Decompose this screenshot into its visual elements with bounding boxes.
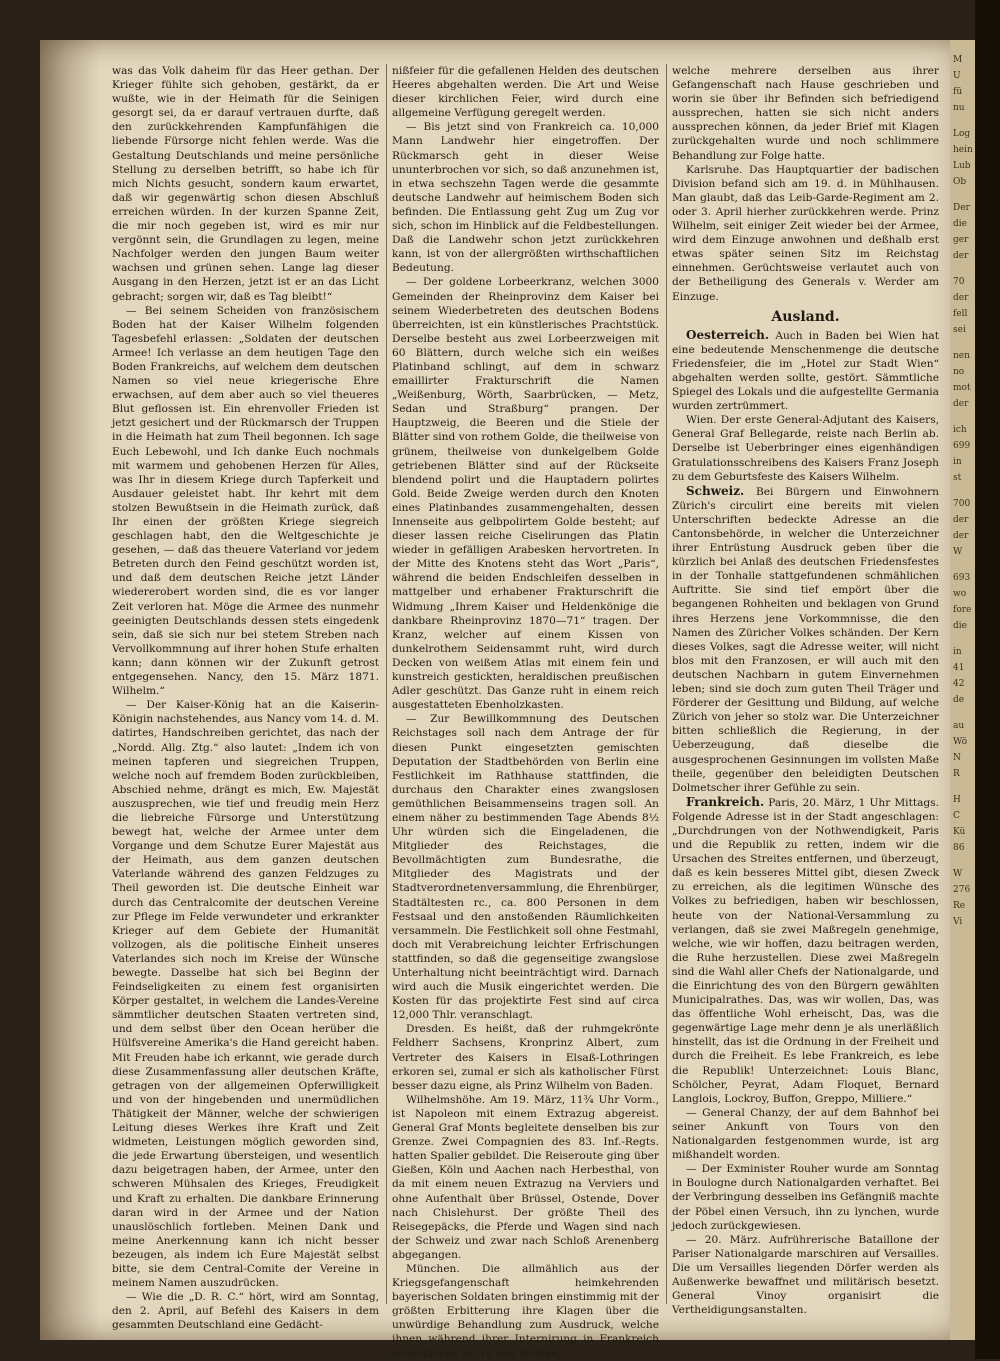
edge-fragment: W xyxy=(953,869,963,879)
edge-fragment: 700 xyxy=(953,499,971,509)
edge-fragment: M xyxy=(953,55,963,65)
column-1 xyxy=(112,64,379,1332)
edge-fragment: 276 xyxy=(953,885,971,895)
edge-fragment: R xyxy=(953,769,960,779)
book-spine-shadow xyxy=(975,0,1000,1359)
edge-fragment: wo xyxy=(953,589,967,599)
edge-fragment: in xyxy=(953,647,962,657)
edge-fragment: der xyxy=(953,515,969,525)
edge-fragment: Wö xyxy=(953,737,968,747)
edge-fragment: der xyxy=(953,293,969,303)
edge-fragment: der xyxy=(953,399,969,409)
edge-fragment: U xyxy=(953,71,961,81)
next-page-fragments xyxy=(950,54,975,928)
section-heading-ausland: Ausland. xyxy=(771,308,840,325)
newspaper-page xyxy=(40,40,975,1360)
edge-fragment: 86 xyxy=(953,843,965,853)
col2-paragraph-6: Wilhelmshöhe. Am 19. März, 11¾ Uhr Vorm., ist Napoleon mit einem Extrazug abgereist. General Graf Monts begleitete denselben bis zur Grenze. Zwei Compagnien des 83. Inf.-Regts. hatten Spalier gebildet. Die Reiseroute ging über Gießen, Köln und Aachen nach Herbesthal, von da mit einem neuen Extrazug na Verviers und ohne Aufenthalt über Brüssel, Ostende, Dover nach Chislehurst. Der größte Theil des Reisegepäcks, die Pferde und Wagen sind nach der Schweiz und zwar nach Schloß Arenenberg abgegangen. xyxy=(392,1093,659,1261)
edge-fragment: nu xyxy=(953,103,965,113)
edge-fragment: C xyxy=(953,811,960,821)
edge-fragment: ger xyxy=(953,235,969,245)
edge-fragment: 42 xyxy=(953,679,965,689)
edge-fragment: hein xyxy=(953,145,973,155)
edge-fragment: fell xyxy=(953,309,968,319)
col3-paragraph-5-text: Bei Bürgern und Einwohnern Zürich's circulirt eine bereits mit vielen Unterschriften bedeckte Adresse an die Cantonsbehörde, in welcher die Unterzeichner ihrer Entrüstung Ausdruck geben über die kürzlich bei Anlaß des deutschen Friedensfestes in der Tonhalle stattgefundenen schmählichen Auftritte. Sie sind tief empört über die begangenen Rohheiten und beklagen von Grund ihres Herzens jene Vorkommnisse, die den Namen des Züricher Volkes schänden. Der Kern dieses Volkes, sagt die Adresse weiter, will nicht blos mit den Franzosen, er will auch mit den deutschen Nachbarn in gutem Einvernehmen leben; sind sie doch zum guten Theil Träger und Förderer der Gesittung und Bildung, auf welche Zürich von jeher so stolz war. Die Unterzeichner bitten schließlich die Regierung, in der Ueberzeugung, daß dieselbe die ausgesprochenen Gesinnungen im vollsten Maße theile, gegenüber den beleidigten Deutschen Dolmetscher ihrer Gefühle zu sein. xyxy=(672,485,939,794)
edge-fragment: ich xyxy=(953,425,967,435)
col2-paragraph-1: nißfeier für die gefallenen Helden des deutschen Heeres abgehalten werden. Die Art und Weise dieser kirchlichen Feier, wird durch eine allgemeine Verfügung geregelt werden. xyxy=(392,65,659,120)
edge-fragment: Vi xyxy=(953,917,963,927)
next-page-edge xyxy=(950,40,975,1340)
edge-fragment: nen xyxy=(953,351,970,361)
col3-paragraph-5 xyxy=(672,484,939,795)
edge-fragment: 70 xyxy=(953,277,965,287)
edge-fragment: die xyxy=(953,219,967,229)
column-divider-1 xyxy=(386,64,387,1304)
edge-fragment: H xyxy=(953,795,961,805)
column-2 xyxy=(392,64,659,1360)
edge-fragment: der xyxy=(953,251,969,261)
col1-paragraph-1: was das Volk daheim für das Heer gethan. Der Krieger fühlte sich gehoben, gestärkt, da er wußte, wie in der Heimath für die Seinigen gesorgt sei, da er darauf vertrauen durfte, daß den zurückkehrenden Kampfunfähigen die liebende Fürsorge nicht fehlen werde. Was die Gestaltung Deutschlands und meine persönliche Stellung zu derselben betrifft, so habe ich für mich Nichts gesucht, sondern kaum erwartet, daß wir gegenwärtig schon diesen Abschluß erreichen würden. In der kurzen Spanne Zeit, die mir noch gegeben ist, wird es mir nur vergönnt sein, die Grundlagen zu legen, meine Nachfolger werden den jungen Baum weiter wachsen und grünen sehen. Lange lag dieser Ausgang in den Herzen, jetzt ist er an das Licht gebracht; sorgen wir, daß es Tag bleibt!“ xyxy=(112,65,379,303)
column-divider-2 xyxy=(666,64,667,1304)
edge-fragment: st xyxy=(953,473,962,483)
col1-paragraph-3: — Der Kaiser-König hat an die Kaiserin-Königin nachstehendes, aus Nancy vom 14. d. M. datirtes, Handschreiben gerichtet, das nach der „Nordd. Allg. Ztg.“ also lautet: „Indem ich von meinen tapferen und siegreichen Truppen, welche noch auf fremdem Boden zurückbleiben, Abschied nehme, drängt es mich, Ew. Majestät auszusprechen, wie tief und freudig mein Herz die liebreiche Fürsorge und Unterstützung bewegt hat, welche der Armee unter dem Vorgange und dem Schutze Eurer Majestät aus der Heimath, aus dem ganzen deutschen Vaterlande während des ganzen Feldzuges zu Theil geworden ist. Die deutsche Einheit war durch das Centralcomite der deutschen Vereine zur Pflege im Felde verwundeter und erkrankter Krieger auf dem Gebiete der Humanität vollzogen, als die politische Einheit unseres Vaterlandes sich noch im Kreise der Wünsche bewegte. Dasselbe hat sich bei Beginn der Feindseligkeiten zu einem fest organisirten Körper gestaltet, in welchem die Landes-Vereine sämmtlicher deutschen Staaten vertreten sind, und dem selbst über den Ocean herüber die Hülfsvereine Amerika's die Hand gereicht haben. Mit Freuden habe ich erkannt, wie gerade durch diese Zusammenfassung aller deutschen Kräfte, getragen von der allgemeinen Opferwilligkeit und von der hingebenden und unermüdlichen Thätigkeit der Männer, welche der schwierigen Leitung dieses Werkes ihre Kraft und Zeit widmeten, Leistungen möglich geworden sind, die jede Erwartung übersteigen, und wesentlich dazu beigetragen haben, der Armee, unter den schweren Mühsalen des Krieges, Freudigkeit und Kraft zu erhalten. Die dankbare Erinnerung daran wird in der Armee und der Nation unauslöschlich fortleben. Meinen Dank und meine Anerkennung kann ich nicht besser bezeugen, als indem ich Eure Majestät selbst bitte, sie dem Central-Comite der Vereine in meinem Namen auszudrücken. xyxy=(112,699,379,1290)
col2-paragraph-4: — Zur Bewillkommnung des Deutschen Reichstages soll nach dem Antrage der für diesen Punkt eingesetzten gemischten Deputation der Stadtbehörden von Berlin eine Festlichkeit im Rathhause stattfinden, die durchaus den Charakter eines zwangslosen gemüthlichen Beisammenseins tragen soll. An einem näher zu bestimmenden Tage Abends 8½ Uhr würden sich die Eingeladenen, die Mitglieder des Reichstages, die Bevollmächtigten zum Bundesrathe, die Mitglieder des Magistrats und der Stadtverordnetenversammlung, die Ehrenbürger, Stadtältesten rc., ca. 800 Personen in dem Festsaal und den anstoßenden Räumlichkeiten versammeln. Die Festlichkeit soll ohne Festmahl, doch mit Verabreichung leichter Erfrischungen stattfinden, so daß die gegenseitige zwangslose Unterhaltung nicht beeinträchtigt wird. Darnach wird auch die Musik eingerichtet werden. Die Kosten für das projektirte Fest sind auf circa 12,000 Thlr. veranschlagt. xyxy=(392,713,659,1022)
col3-paragraph-9: — 20. März. Aufrührerische Bataillone der Pariser Nationalgarde marschiren auf Versailles. Die um Versailles liegenden Dörfer werden als Außenwerke bewaffnet und militärisch besetzt. General Vinoy organisirt die Vertheidigungsanstalten. xyxy=(672,1233,939,1317)
col3-paragraph-8: — Der Exminister Rouher wurde am Sonntag in Boulogne durch Nationalgarden verhaftet. Bei der Verbringung desselben ins Gefängniß machte der Pöbel einen Versuch, ihn zu lynchen, wurde jedoch zurückgewiesen. xyxy=(672,1163,939,1232)
edge-fragment: 699 xyxy=(953,441,971,451)
edge-fragment: no xyxy=(953,367,965,377)
col3-paragraph-4: Wien. Der erste General-Adjutant des Kaisers, General Graf Bellegarde, reiste nach Berlin ab. Derselbe ist Ueberbringer eines eigenhändigen Gratulationsschreibens des Kaisers Franz Joseph zu dem Geburtsfeste des Kaisers Wilhelm. xyxy=(672,414,939,483)
country-oesterreich: Oesterreich. xyxy=(686,327,770,342)
binding-gutter-shadow xyxy=(40,40,100,1340)
edge-fragment: 41 xyxy=(953,663,965,673)
edge-fragment: Ob xyxy=(953,177,967,187)
col3-paragraph-6 xyxy=(672,795,939,1106)
edge-fragment: au xyxy=(953,721,965,731)
col3-paragraph-2: Karlsruhe. Das Hauptquartier der badischen Division befand sich am 19. d. in Mühlhausen. Man glaubt, daß das Leib-Garde-Regiment am 2. oder 3. April hierher zurückkehren werde. Prinz Wilhelm, seit einiger Zeit wieder bei der Armee, wird dem Einzuge anwohnen und deßhalb erst etwas später seinen Sitz im Reichstag einnehmen. Gerüchtsweise verlautet auch von der Betheiligung des Generals v. Werder am Einzuge. xyxy=(672,163,939,303)
edge-fragment: fore xyxy=(953,605,972,615)
edge-fragment: Re xyxy=(953,901,966,911)
edge-fragment: Log xyxy=(953,129,971,139)
edge-fragment: de xyxy=(953,695,965,705)
edge-fragment: N xyxy=(953,753,961,763)
col2-paragraph-3: — Der goldene Lorbeerkranz, welchen 3000 Gemeinden der Rheinprovinz dem Kaiser bei seinem Wiederbetreten des deutschen Bodens überreichten, ist ein künstlerisches Prachtstück. Derselbe besteht aus zwei Lorbeerzweigen mit 60 Blättern, durch welche sich ein weißes Platinband schlingt, auf dem in schwarz emaillirter Frakturschrift die Namen „Weißenburg, Wörth, Saarbrücken, — Metz, Sedan und Straßburg“ prangen. Der Hauptzweig, die Beeren und die Stiele der Blätter sind von rothem Golde, die theilweise von grünem, theilweise von dunkelgelbem Golde getriebenen Blätter sind auf der Rückseite blendend polirt und die Hauptadern polirtes Gold. Beide Zweige werden durch den Knoten eines Platinbandes zusammengehalten, dessen Innenseite aus gelbpolirtem Golde besteht; auf dieser lassen reiche Ciselirungen das Platin wieder in gefälligen Arabesken hervortreten. In der Mitte des Knotens steht das Wort „Paris“, während die beiden Endschleifen desselben in mattgelber und erhabener Frakturschrift die Widmung „Ihrem Kaiser und Heldenkönige die dankbare Rheinprovinz 1870—71“ tragen. Der Kranz, welcher auf einem Kissen von dunkelrothem Seidensammt ruht, wird durch Decken von weißem Atlas mit einem fein und kunstreich gestickten, heraldischen preußischen Adler geschützt. Das Ganze ruht in einem reich ausgestatteten Ebenholzkasten. xyxy=(392,276,659,712)
col3-paragraph-3-text: Auch in Baden bei Wien hat eine bedeutende Menschenmenge die deutsche Friedensfeier, die im „Hotel zur Stadt Wien“ abgehalten werden sollte, gestört. Sämmtliche Spiegel des Lokals und die aufgestellte Germania wurden zertrümmert. xyxy=(672,329,939,413)
edge-fragment: W xyxy=(953,547,963,557)
edge-fragment: Der xyxy=(953,203,970,213)
col1-paragraph-4: — Wie die „D. R. C.“ hört, wird am Sonntag, den 2. April, auf Befehl des Kaisers in dem gesammten Deutschland eine Gedächt- xyxy=(112,1291,379,1332)
edge-fragment: Kü xyxy=(953,827,966,837)
edge-fragment: 693 xyxy=(953,573,971,583)
edge-fragment: in xyxy=(953,457,962,467)
edge-fragment: der xyxy=(953,531,969,541)
country-frankreich: Frankreich. xyxy=(686,794,765,809)
col2-paragraph-5: Dresden. Es heißt, daß der ruhmgekrönte Feldherr Sachsens, Kronprinz Albert, zum Vertreter des Kaisers in Elsaß-Lothringen erkoren sei, zumal er sich als katholischer Fürst besser dazu eigne, als Prinz Wilhelm von Baden. xyxy=(392,1023,659,1092)
col2-paragraph-7: München. Die allmählich aus der Kriegsgefangenschaft heimkehrenden bayerischen Soldaten bringen einstimmig mit der größten Erbitterung ihre Klagen über die unwürdige Behandlung zum Ausdruck, welche ihnen während ihrer Internirung in Frankreich widerfahren ist. In den Briefen, xyxy=(392,1262,659,1360)
country-schweiz: Schweiz. xyxy=(686,483,745,498)
edge-fragment: fü xyxy=(953,87,963,97)
col3-paragraph-3 xyxy=(672,328,939,414)
edge-fragment: mot xyxy=(953,383,971,393)
col3-paragraph-7: — General Chanzy, der auf dem Bahnhof bei seiner Ankunft von Tours von den Nationalgarden festgenommen wurde, ist arg mißhandelt worden. xyxy=(672,1106,939,1162)
edge-fragment: sei xyxy=(953,325,966,335)
col1-paragraph-2: — Bei seinem Scheiden von französischem Boden hat der Kaiser Wilhelm folgenden Tagesbefehl erlassen: „Soldaten der deutschen Armee! Ich verlasse an dem heutigen Tage den Boden Frankreichs, auf welchem dem deutschen Namen so viel neue kriegerische Ehre erwachsen, auf dem aber auch so viel theueres Blut geflossen ist. Ein ehrenvoller Frieden ist jetzt gesichert und der Rückmarsch der Truppen in die Heimath hat zum Theil begonnen. Ich sage Euch Lebewohl, und Ich danke Euch nochmals mit warmem und gehobenen Herzen für Alles, was Ihr in diesem Kriege durch Tapferkeit und Ausdauer geleistet habt. Ihr kehrt mit dem stolzen Bewußtsein in die Heimath zurück, daß Ihr einen der größten Kriege siegreich geschlagen habt, den die Weltgeschichte je gesehen, — daß das theuere Vaterland vor jedem Betreten durch den Feind geschützt worden ist, und daß dem deutschen Reiche jetzt Länder wiedererobert worden sind, die es vor langer Zeit verloren hat. Möge die Armee des nunmehr geeinigten Deutschlands dessen stets eingedenk sein, daß sie sich nur bei stetem Streben nach Vervollkommnung auf ihrer hohen Stufe erhalten kann; dann können wir der Zukunft getrost entgegensehen. Nancy, den 15. März 1871. Wilhelm.“ xyxy=(112,304,379,698)
col3-paragraph-1: welche mehrere derselben aus ihrer Gefangenschaft nach Hause geschrieben und worin sie über ihr Befinden sich befriedigend aussprechen, hatten sie sich nicht anders aussprechen können, da jeder Brief mit Klagen zurückgehalten wurde und noch schlimmere Behandlung zur Folge hatte. xyxy=(672,65,939,162)
edge-fragment: Lub xyxy=(953,161,971,171)
edge-fragment: die xyxy=(953,621,967,631)
col2-paragraph-2: — Bis jetzt sind von Frankreich ca. 10,000 Mann Landwehr hier eingetroffen. Der Rückmarsch geht in dieser Weise ununterbrochen vor sich, so daß anzunehmen ist, in etwa sechszehn Tagen werde die gesammte deutsche Landwehr auf heimischem Boden sich befinden. Die Entlassung geht Zug um Zug vor sich, schon im Hinblick auf die Feldbestellungen. Daß die Landwehr schon jetzt zurückkehren kann, ist von der allergrößten wirthschaftlichen Bedeutung. xyxy=(392,121,659,275)
column-3 xyxy=(672,64,939,1317)
col3-paragraph-6-text: Paris, 20. März, 1 Uhr Mittags. Folgende Adresse ist in der Stadt angeschlagen: „Durchdrungen von der Nothwendigkeit, Paris und die Republik zu retten, indem wir die Ursachen des Streites entfernen, und überzeugt, daß es kein besseres Mittel gibt, diesen Zweck zu erreichen, als die legitimen Wünsche des Volkes zu befriedigen, haben wir beschlossen, heute von der National-Versammlung zu verlangen, daß sie zwei Maßregeln genehmige, welche, wie wir hoffen, dazu beitragen werden, die Ruhe herzustellen. Diese zwei Maßregeln sind die Wahl aller Chefs der Nationalgarde, und die Einrichtung des von den Bürgern gewählten Municipalrathes. Das, was wir wollen, Das, was das öffentliche Wohl erheischt, Das, was die gegenwärtige Lage mehr denn je als unerläßlich hinstellt, das ist die Ordnung in der Freiheit und durch die Freiheit. Es lebe Frankreich, es lebe die Republik! Unterzeichnet: Louis Blanc, Schölcher, Peyrat, Adam Floquet, Bernard Langlois, Lockroy, Buffon, Greppo, Milliere.“ xyxy=(672,796,939,1105)
